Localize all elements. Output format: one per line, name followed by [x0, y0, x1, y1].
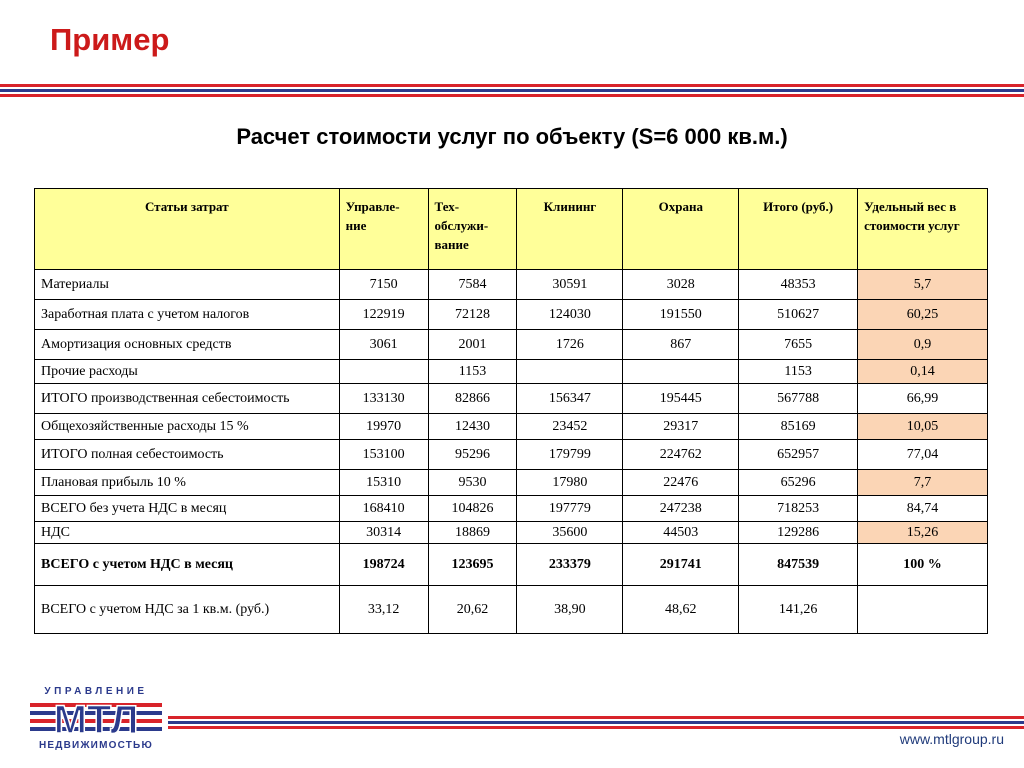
value-cell: 233379 [517, 544, 623, 586]
table-row [35, 270, 988, 300]
column-header: Статьи затрат [35, 189, 340, 270]
column-header: Тех- обслужи- вание [428, 189, 517, 270]
value-cell: 22476 [623, 470, 739, 496]
table-header-row [35, 189, 988, 270]
share-cell: 5,7 [858, 270, 988, 300]
value-cell: 2001 [428, 330, 517, 360]
value-cell: 510627 [739, 300, 858, 330]
value-cell: 123695 [428, 544, 517, 586]
value-cell: 867 [623, 330, 739, 360]
value-cell: 48,62 [623, 586, 739, 634]
value-cell: 141,26 [739, 586, 858, 634]
value-cell: 1153 [428, 360, 517, 384]
value-cell: 19970 [339, 414, 428, 440]
value-cell: 9530 [428, 470, 517, 496]
value-cell: 224762 [623, 440, 739, 470]
value-cell: 156347 [517, 384, 623, 414]
value-cell: 129286 [739, 522, 858, 544]
column-header: Удельный вес в стоимости услуг [858, 189, 988, 270]
value-cell: 652957 [739, 440, 858, 470]
value-cell: 65296 [739, 470, 858, 496]
table-row [35, 384, 988, 414]
row-label: ВСЕГО без учета НДС в месяц [35, 496, 340, 522]
company-logo [26, 686, 166, 752]
share-cell: 10,05 [858, 414, 988, 440]
value-cell: 191550 [623, 300, 739, 330]
value-cell: 133130 [339, 384, 428, 414]
table-row [35, 470, 988, 496]
value-cell: 104826 [428, 496, 517, 522]
value-cell: 23452 [517, 414, 623, 440]
row-label: НДС [35, 522, 340, 544]
share-cell [858, 586, 988, 634]
value-cell: 44503 [623, 522, 739, 544]
value-cell: 17980 [517, 470, 623, 496]
table-row [35, 440, 988, 470]
value-cell: 3061 [339, 330, 428, 360]
share-cell: 60,25 [858, 300, 988, 330]
value-cell: 85169 [739, 414, 858, 440]
table-row [35, 414, 988, 440]
share-cell: 7,7 [858, 470, 988, 496]
value-cell: 1726 [517, 330, 623, 360]
row-label: ИТОГО производственная себестоимость [35, 384, 340, 414]
value-cell: 1153 [739, 360, 858, 384]
value-cell: 153100 [339, 440, 428, 470]
row-label: Прочие расходы [35, 360, 340, 384]
row-label: ВСЕГО с учетом НДС за 1 кв.м. (руб.) [35, 586, 340, 634]
column-header: Управле- ние [339, 189, 428, 270]
table-row [35, 360, 988, 384]
value-cell: 30314 [339, 522, 428, 544]
value-cell: 12430 [428, 414, 517, 440]
share-cell: 0,9 [858, 330, 988, 360]
table-row [35, 544, 988, 586]
value-cell [339, 360, 428, 384]
value-cell: 847539 [739, 544, 858, 586]
slide-title: Пример [50, 22, 170, 57]
top-divider-stripes [0, 84, 1024, 97]
value-cell: 29317 [623, 414, 739, 440]
share-cell: 77,04 [858, 440, 988, 470]
row-label: Амортизация основных средств [35, 330, 340, 360]
logo-top-text: УПРАВЛЕНИЕ [44, 686, 148, 697]
value-cell: 247238 [623, 496, 739, 522]
row-label: ВСЕГО с учетом НДС в месяц [35, 544, 340, 586]
row-label: Заработная плата с учетом налогов [35, 300, 340, 330]
value-cell: 179799 [517, 440, 623, 470]
table-row [35, 300, 988, 330]
row-label: Общехозяйственные расходы 15 % [35, 414, 340, 440]
share-cell: 66,99 [858, 384, 988, 414]
logo-bottom-text: НЕДВИЖИМОСТЬЮ [39, 740, 153, 751]
row-label: Материалы [35, 270, 340, 300]
value-cell: 198724 [339, 544, 428, 586]
column-header: Клининг [517, 189, 623, 270]
table-row [35, 496, 988, 522]
value-cell: 197779 [517, 496, 623, 522]
value-cell: 7150 [339, 270, 428, 300]
website-link[interactable]: www.mtlgroup.ru [899, 731, 1004, 747]
share-cell: 0,14 [858, 360, 988, 384]
value-cell: 72128 [428, 300, 517, 330]
column-header: Итого (руб.) [739, 189, 858, 270]
logo-mark-text: МТЛ [53, 699, 139, 739]
column-header: Охрана [623, 189, 739, 270]
value-cell [517, 360, 623, 384]
table-row [35, 586, 988, 634]
cost-table [34, 188, 988, 634]
table-subtitle: Расчет стоимости услуг по объекту (S=6 000 кв.м.) [236, 124, 788, 149]
share-cell: 100 % [858, 544, 988, 586]
value-cell: 168410 [339, 496, 428, 522]
value-cell: 95296 [428, 440, 517, 470]
value-cell: 82866 [428, 384, 517, 414]
value-cell: 18869 [428, 522, 517, 544]
value-cell: 195445 [623, 384, 739, 414]
row-label: ИТОГО полная себестоимость [35, 440, 340, 470]
value-cell: 124030 [517, 300, 623, 330]
value-cell: 3028 [623, 270, 739, 300]
value-cell: 33,12 [339, 586, 428, 634]
value-cell: 20,62 [428, 586, 517, 634]
table-row [35, 330, 988, 360]
value-cell: 7584 [428, 270, 517, 300]
value-cell: 291741 [623, 544, 739, 586]
logo-mark-icon [30, 699, 162, 739]
value-cell: 15310 [339, 470, 428, 496]
share-cell: 15,26 [858, 522, 988, 544]
value-cell: 122919 [339, 300, 428, 330]
row-label: Плановая прибыль 10 % [35, 470, 340, 496]
share-cell: 84,74 [858, 496, 988, 522]
value-cell [623, 360, 739, 384]
table-row [35, 522, 988, 544]
value-cell: 7655 [739, 330, 858, 360]
value-cell: 718253 [739, 496, 858, 522]
value-cell: 30591 [517, 270, 623, 300]
value-cell: 38,90 [517, 586, 623, 634]
bottom-divider-stripes [168, 716, 1024, 729]
value-cell: 35600 [517, 522, 623, 544]
value-cell: 48353 [739, 270, 858, 300]
value-cell: 567788 [739, 384, 858, 414]
